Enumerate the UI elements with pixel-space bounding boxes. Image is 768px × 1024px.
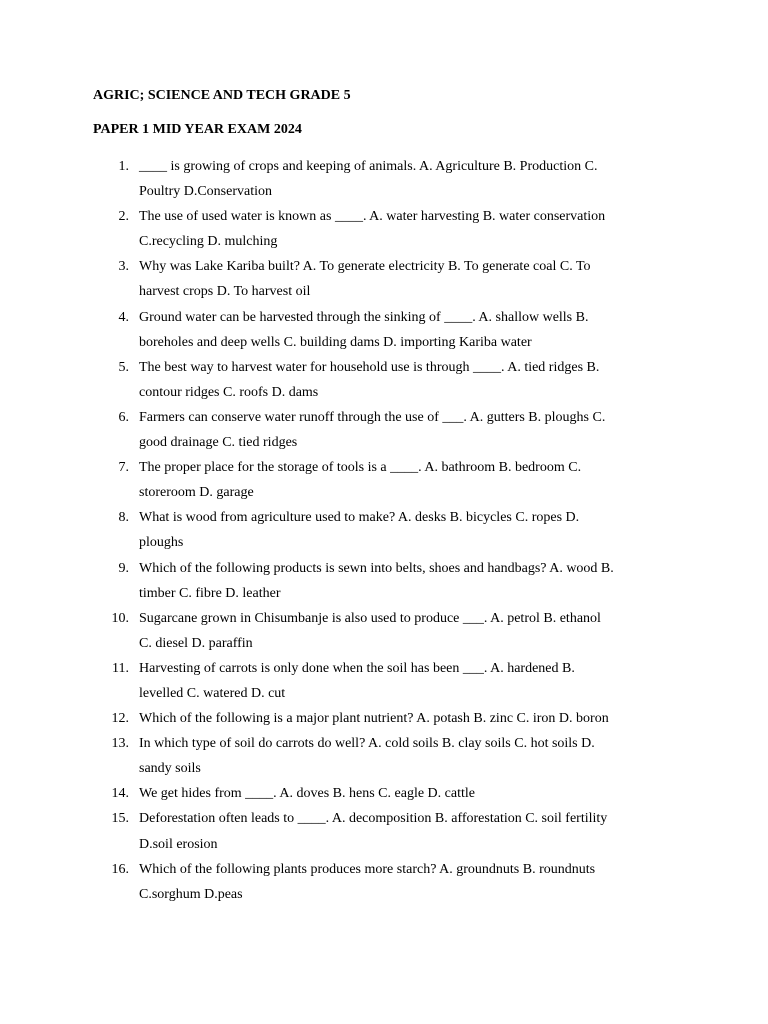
- question-item: [0, 204, 768, 254]
- question-item: [0, 606, 768, 656]
- question-text-line-1: The use of used water is known as ____. A. water harvesting B. water conservation: [139, 209, 606, 225]
- question-number: 10.: [111, 610, 129, 626]
- question-number: 1.: [118, 159, 129, 174]
- question-number: 14.: [111, 786, 129, 802]
- question-number: 9.: [118, 560, 129, 576]
- question-number: 4.: [118, 309, 129, 325]
- question-item: [0, 706, 768, 731]
- question-number: 3.: [118, 259, 129, 275]
- question-text-line-1: Which of the following plants produces more starch? A. groundnuts B. roundnuts: [139, 861, 596, 877]
- question-item: [0, 556, 768, 606]
- question-text-line-1: Deforestation often leads to ____. A. decomposition B. afforestation C. soil fertility: [139, 811, 608, 827]
- question-item: [0, 154, 768, 204]
- question-text-line-2: Poultry D.Conservation: [139, 184, 272, 200]
- question-text-line-1: The proper place for the storage of tools is a ____. A. bathroom B. bedroom C.: [139, 460, 582, 476]
- question-item: [0, 857, 768, 907]
- question-text-line-1: Sugarcane grown in Chisumbanje is also used to produce ___. A. petrol B. ethanol: [139, 610, 601, 626]
- question-item: [0, 254, 768, 304]
- question-text-line-2: boreholes and deep wells C. building dams D. importing Kariba water: [139, 334, 532, 350]
- question-item: [0, 405, 768, 455]
- question-item: [0, 656, 768, 706]
- question-number: 12.: [111, 711, 129, 727]
- question-item: [0, 355, 768, 405]
- question-list: [0, 154, 768, 907]
- question-text-line-2: ploughs: [139, 535, 184, 551]
- question-text-line-1: What is wood from agriculture used to make? A. desks B. bicycles C. ropes D.: [139, 510, 580, 526]
- question-item: [0, 455, 768, 505]
- question-text-line-2: harvest crops D. To harvest oil: [139, 284, 311, 300]
- question-number: 7.: [118, 460, 129, 476]
- question-item: [0, 731, 768, 781]
- question-text-line-2: C. diesel D. paraffin: [139, 635, 253, 651]
- question-text-line-1: Ground water can be harvested through the sinking of ____. A. shallow wells B.: [139, 309, 589, 325]
- exam-subtitle: PAPER 1 MID YEAR EXAM 2024: [93, 122, 302, 137]
- question-number: 15.: [111, 811, 129, 827]
- question-text-line-1: ____ is growing of crops and keeping of animals. A. Agriculture B. Production C.: [139, 159, 598, 174]
- question-text-line-2: sandy soils: [139, 761, 201, 777]
- question-text-line-1: Why was Lake Kariba built? A. To generate electricity B. To generate coal C. To: [139, 259, 591, 275]
- question-text-line-2: levelled C. watered D. cut: [139, 685, 286, 701]
- question-text-line-1: We get hides from ____. A. doves B. hens C. eagle D. cattle: [139, 786, 475, 802]
- question-text-line-2: timber C. fibre D. leather: [139, 585, 281, 601]
- question-text-line-2: contour ridges C. roofs D. dams: [139, 384, 319, 400]
- question-text-line-2: C.sorghum D.peas: [139, 886, 243, 902]
- question-text-line-2: good drainage C. tied ridges: [139, 435, 298, 451]
- question-number: 11.: [112, 660, 129, 676]
- question-number: 13.: [111, 736, 129, 752]
- exam-title: AGRIC; SCIENCE AND TECH GRADE 5: [93, 88, 351, 103]
- question-text-line-1: In which type of soil do carrots do well? A. cold soils B. clay soils C. hot soils D.: [139, 736, 595, 752]
- question-text-line-2: C.recycling D. mulching: [139, 234, 278, 250]
- question-number: 16.: [111, 861, 129, 877]
- question-text-line-1: Which of the following is a major plant nutrient? A. potash B. zinc C. iron D. boron: [139, 711, 609, 727]
- question-text-line-2: storeroom D. garage: [139, 485, 254, 501]
- question-text-line-1: The best way to harvest water for household use is through ____. A. tied ridges B.: [139, 359, 600, 375]
- question-number: 2.: [118, 209, 129, 225]
- question-text-line-1: Harvesting of carrots is only done when the soil has been ___. A. hardened B.: [139, 660, 575, 676]
- question-item: [0, 781, 768, 806]
- question-item: [0, 305, 768, 355]
- question-number: 6.: [118, 409, 129, 425]
- question-text-line-1: Farmers can conserve water runoff through the use of ___. A. gutters B. ploughs C.: [139, 409, 606, 425]
- question-number: 8.: [118, 510, 129, 526]
- question-number: 5.: [118, 359, 129, 375]
- question-text-line-1: Which of the following products is sewn into belts, shoes and handbags? A. wood B.: [139, 560, 614, 576]
- question-text-line-2: D.soil erosion: [139, 836, 218, 852]
- question-item: [0, 806, 768, 856]
- question-item: [0, 505, 768, 555]
